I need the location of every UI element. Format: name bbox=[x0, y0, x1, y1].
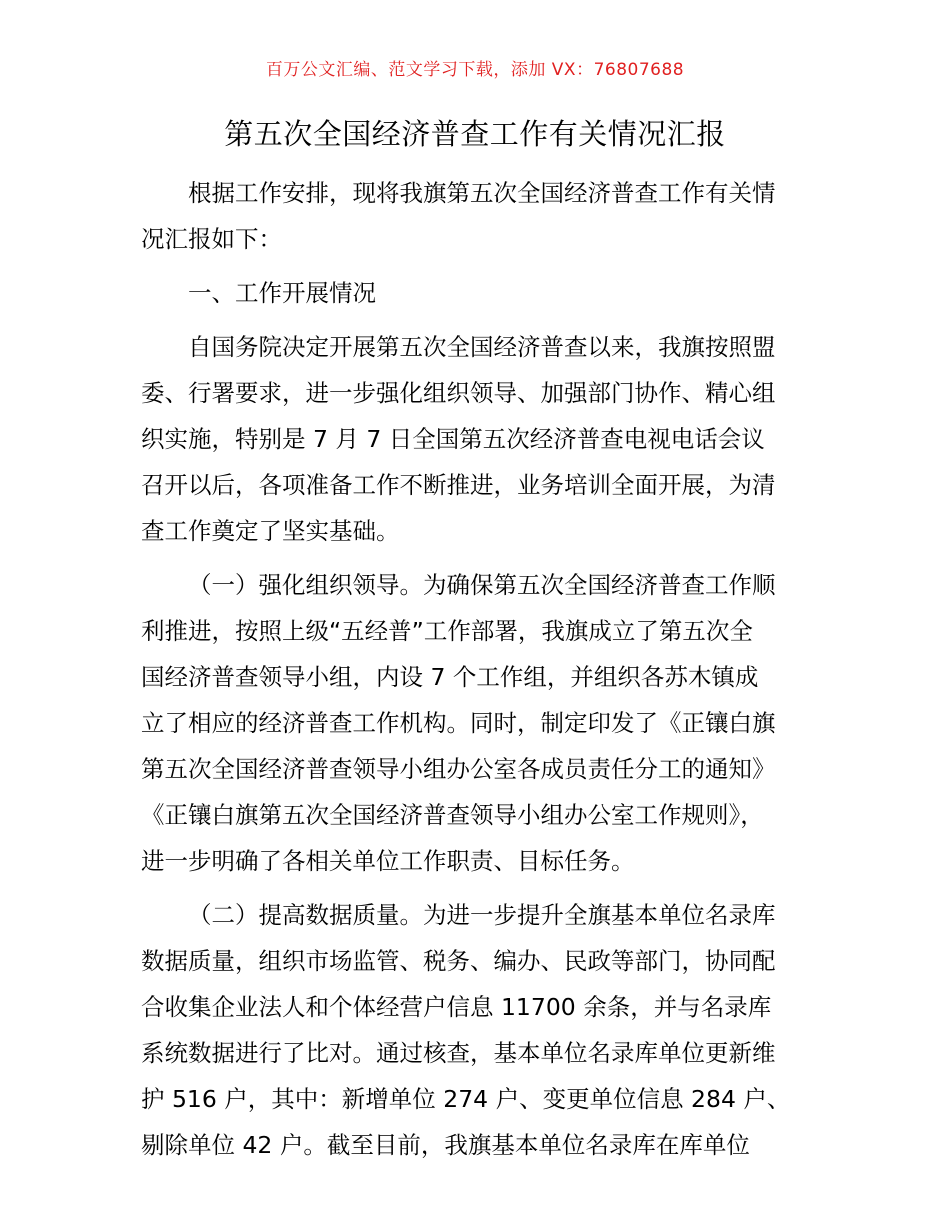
paragraph-line: （二）提高数据质量。为进一步提升全旗基本单位名录库 bbox=[188, 901, 776, 929]
paragraph-line: 查工作奠定了坚实基础。 bbox=[141, 517, 400, 545]
paragraph-line: 召开以后，各项准备工作不断推进，业务培训全面开展，为清 bbox=[141, 471, 776, 499]
paragraph-line: 利推进，按照上级“五经普”工作部署，我旗成立了第五次全 bbox=[141, 617, 753, 645]
paragraph-line: 护 516 户，其中：新增单位 274 户、变更单位信息 284 户、 bbox=[141, 1085, 791, 1113]
paragraph-overview bbox=[141, 324, 813, 554]
paragraph-line: 《正镶白旗第五次全国经济普查领导小组办公室工作规则》， bbox=[141, 801, 764, 829]
section-heading bbox=[141, 270, 813, 316]
paragraph-line: 系统数据进行了比对。通过核查，基本单位名录库单位更新维 bbox=[141, 1039, 776, 1067]
paragraph-line: 剔除单位 42 户。截至目前，我旗基本单位名录库在库单位 bbox=[141, 1131, 750, 1159]
paragraph-line: 况汇报如下： bbox=[141, 225, 282, 253]
document-title: 第五次全国经济普查工作有关情况汇报 bbox=[224, 117, 726, 151]
paragraph-line: 织实施，特别是 7 月 7 日全国第五次经济普查电视电话会议 bbox=[141, 425, 765, 453]
paragraph-organization bbox=[141, 562, 813, 884]
paragraph-line: 自国务院决定开展第五次全国经济普查以来，我旗按照盟 bbox=[188, 333, 776, 361]
paragraph-line: 国经济普查领导小组，内设 7 个工作组，并组织各苏木镇成 bbox=[141, 663, 759, 691]
paragraph-line: 立了相应的经济普查工作机构。同时，制定印发了《正镶白旗 bbox=[141, 709, 776, 737]
watermark-contact-line: 百万公文汇编、范文学习下载，添加 VX：76807688 bbox=[265, 60, 685, 80]
document-body bbox=[141, 170, 813, 1168]
paragraph-line: （一）强化组织领导。为确保第五次全国经济普查工作顺 bbox=[188, 571, 776, 599]
paragraph-line: 数据质量，组织市场监管、税务、编办、民政等部门，协同配 bbox=[141, 947, 776, 975]
paragraph-intro bbox=[141, 170, 813, 262]
paragraph-line: 委、行署要求，进一步强化组织领导、加强部门协作、精心组 bbox=[141, 379, 776, 407]
paragraph-line: 进一步明确了各相关单位工作职责、目标任务。 bbox=[141, 847, 635, 875]
section-heading-line: 一、工作开展情况 bbox=[188, 279, 376, 307]
paragraph-line: 第五次全国经济普查领导小组办公室各成员责任分工的通知》 bbox=[141, 755, 776, 783]
paragraph-line: 合收集企业法人和个体经营户信息 11700 余条，并与名录库 bbox=[141, 993, 772, 1021]
paragraph-data-quality bbox=[141, 892, 813, 1168]
paragraph-line: 根据工作安排，现将我旗第五次全国经济普查工作有关情 bbox=[188, 179, 776, 207]
